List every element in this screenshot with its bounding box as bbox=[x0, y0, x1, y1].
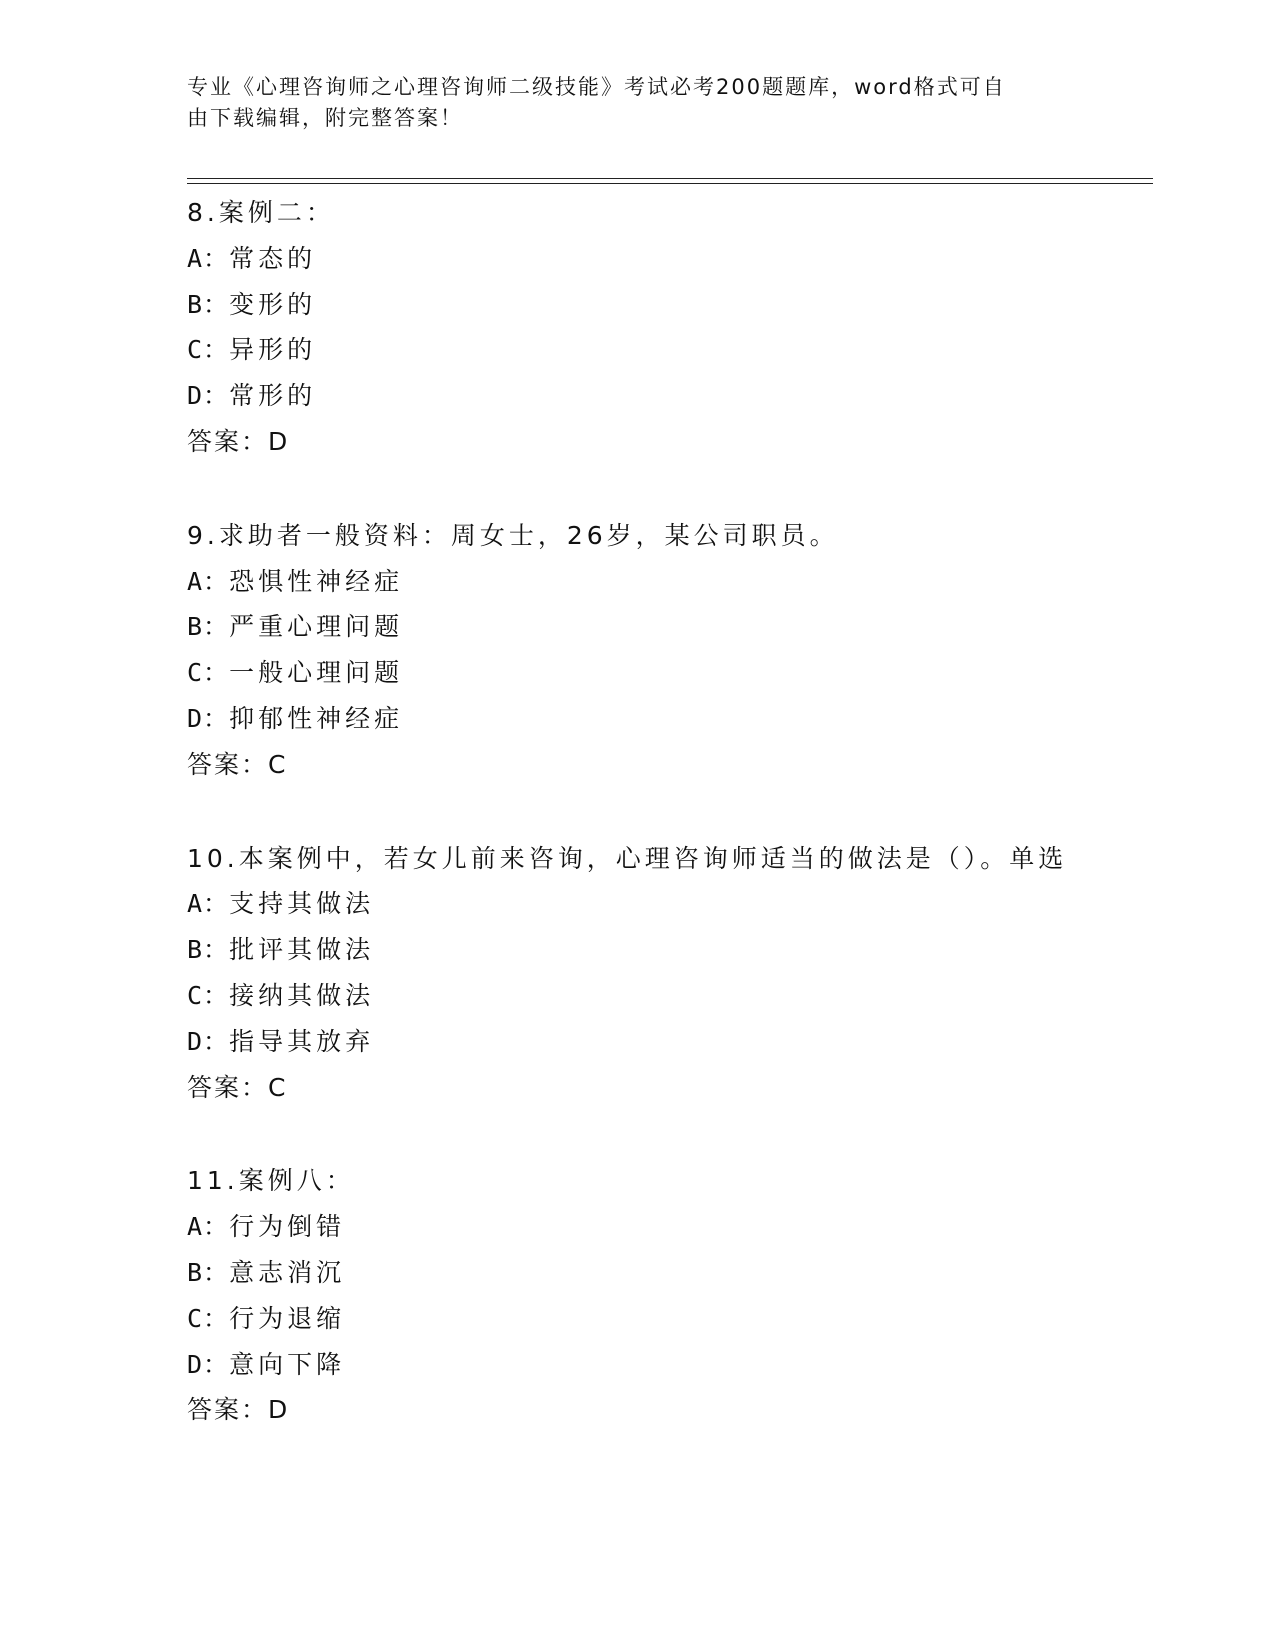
question-item bbox=[187, 190, 1147, 465]
option-text: 变形的 bbox=[229, 289, 317, 319]
option-text: 接纳其做法 bbox=[229, 980, 375, 1010]
question-stem: 11.案例八： bbox=[187, 1166, 355, 1196]
option-text: 一般心理问题 bbox=[229, 658, 404, 688]
option-label: B： bbox=[187, 935, 230, 965]
option-b bbox=[187, 282, 1147, 328]
option-a bbox=[187, 881, 1147, 927]
option-c bbox=[187, 1296, 1147, 1342]
option-label: C： bbox=[187, 1303, 230, 1333]
option-label: D： bbox=[187, 703, 230, 733]
option-text: 常形的 bbox=[229, 381, 317, 411]
option-c bbox=[187, 650, 1147, 696]
option-label: A： bbox=[187, 243, 230, 273]
option-d bbox=[187, 1342, 1147, 1388]
header-line-2: 由下载编辑，附完整答案！ bbox=[187, 106, 463, 130]
option-text: 行为退缩 bbox=[229, 1303, 346, 1333]
option-text: 常态的 bbox=[229, 243, 317, 273]
option-a bbox=[187, 236, 1147, 282]
document-header bbox=[187, 72, 1067, 134]
option-label: B： bbox=[187, 1257, 230, 1287]
option-a bbox=[187, 559, 1147, 605]
option-label: B： bbox=[187, 289, 230, 319]
option-text: 批评其做法 bbox=[229, 935, 375, 965]
option-text: 支持其做法 bbox=[229, 889, 375, 919]
option-c bbox=[187, 973, 1147, 1019]
option-text: 意志消沉 bbox=[229, 1257, 346, 1287]
option-label: A： bbox=[187, 1212, 230, 1242]
option-b bbox=[187, 927, 1147, 973]
answer-line: 答案：C bbox=[187, 749, 288, 779]
option-text: 行为倒错 bbox=[229, 1212, 346, 1242]
option-label: D： bbox=[187, 1349, 230, 1379]
option-c bbox=[187, 327, 1147, 373]
option-text: 指导其放弃 bbox=[229, 1026, 375, 1056]
option-label: A： bbox=[187, 889, 230, 919]
option-label: C： bbox=[187, 980, 230, 1010]
option-d bbox=[187, 1019, 1147, 1065]
header-line-1: 专业《心理咨询师之心理咨询师二级技能》考试必考200题题库，word格式可自 bbox=[187, 75, 1006, 99]
question-stem: 10.本案例中，若女儿前来咨询，心理咨询师适当的做法是（）。单选 bbox=[187, 843, 1068, 873]
option-text: 抑郁性神经症 bbox=[229, 703, 404, 733]
option-b bbox=[187, 1250, 1147, 1296]
option-label: D： bbox=[187, 1026, 230, 1056]
option-b bbox=[187, 604, 1147, 650]
question-item bbox=[187, 1158, 1147, 1433]
option-label: C： bbox=[187, 335, 230, 365]
answer-line: 答案：D bbox=[187, 426, 290, 456]
option-text: 恐惧性神经症 bbox=[229, 566, 404, 596]
answer-line: 答案：C bbox=[187, 1072, 288, 1102]
question-item bbox=[187, 836, 1147, 1111]
option-text: 严重心理问题 bbox=[229, 612, 404, 642]
header-divider-bottom bbox=[187, 183, 1153, 184]
option-label: C： bbox=[187, 658, 230, 688]
option-text: 异形的 bbox=[229, 335, 317, 365]
option-label: B： bbox=[187, 612, 230, 642]
option-a bbox=[187, 1204, 1147, 1250]
option-label: D： bbox=[187, 381, 230, 411]
header-divider-top bbox=[187, 178, 1153, 179]
option-d bbox=[187, 696, 1147, 742]
question-list bbox=[187, 190, 1147, 1481]
option-d bbox=[187, 373, 1147, 419]
answer-line: 答案：D bbox=[187, 1395, 290, 1425]
question-stem: 9.求助者一般资料：周女士，26岁，某公司职员。 bbox=[187, 520, 839, 550]
option-text: 意向下降 bbox=[229, 1349, 346, 1379]
option-label: A： bbox=[187, 566, 230, 596]
question-stem: 8.案例二： bbox=[187, 198, 335, 227]
question-item bbox=[187, 513, 1147, 788]
